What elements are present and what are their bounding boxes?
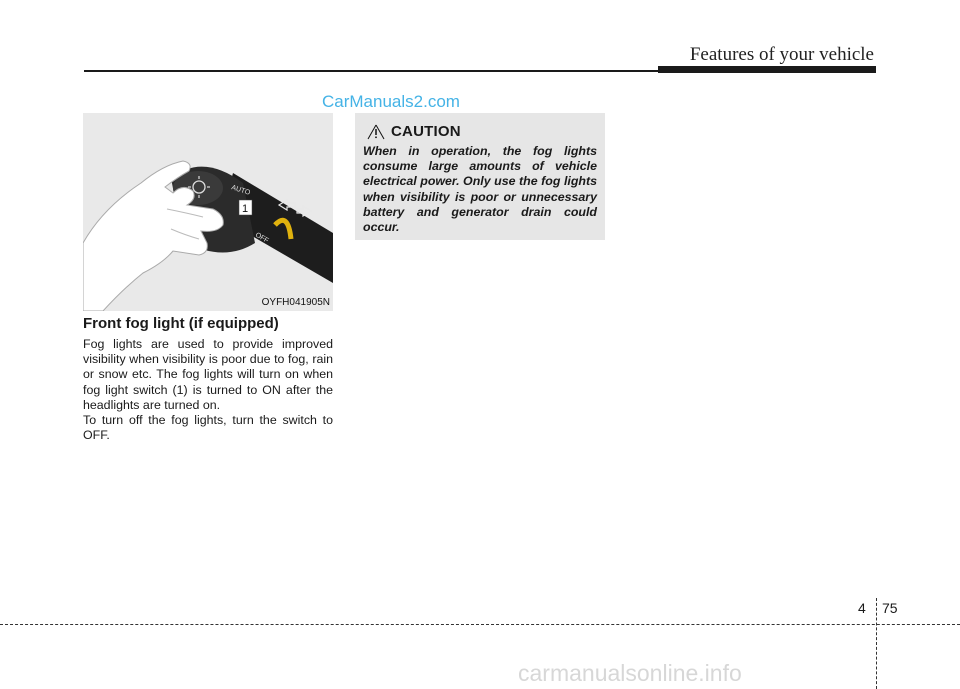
watermark: CarManuals2.com (322, 92, 460, 111)
chapter-number: 4 (858, 600, 866, 616)
footer-rule (0, 624, 960, 625)
callout-1: 1 (242, 203, 249, 215)
header-title: Features of your vehicle (689, 44, 874, 65)
caution-header (367, 123, 461, 140)
figure-headlight-switch (83, 113, 333, 311)
footer-watermark: carmanualsonline.info (518, 660, 742, 686)
stalk-label-auto: AUTO (230, 184, 251, 197)
paragraph: To turn off the fog lights, turn the switch to OFF. (83, 413, 333, 443)
hand-on-stalk-illustration (83, 113, 333, 311)
warning-triangle-icon (367, 124, 385, 140)
section-title: Front fog light (if equipped) (83, 315, 279, 332)
caution-text: When in operation, the fog lights consume large amounts of vehicle electrical power. Only use the fog lights when visibility is poor or unnecessary battery and generator drain could occur. (363, 144, 597, 235)
section-body (83, 337, 333, 443)
caution-box (355, 113, 605, 240)
caution-title: CAUTION (391, 123, 461, 140)
stalk-label-off: OFF (254, 231, 270, 245)
footer-divider (876, 598, 877, 689)
header-rule-accent (658, 66, 876, 73)
page-number: 75 (882, 600, 898, 616)
figure-code: OYFH041905N (261, 297, 330, 308)
paragraph: Fog lights are used to provide improved visibility when visibility is poor due to fog, rain or snow etc. The fog lights will turn on when fog light switch (1) is turned to ON after the headlights are turned on. (83, 337, 333, 412)
